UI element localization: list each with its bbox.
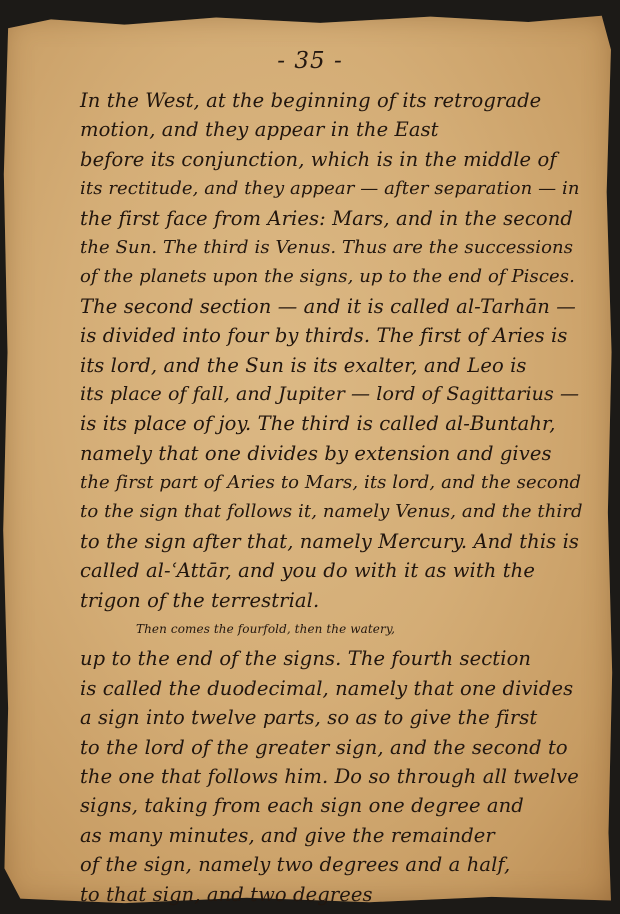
text-line: before its conjunction, which is in the middle of [80,147,557,171]
page-number: - 35 - [277,48,343,74]
handwritten-text-body [80,86,585,909]
text-line: In the West, at the beginning of its retrograde [80,89,542,112]
text-line: of the planets upon the signs, up to the end of Pisces. [80,266,575,288]
text-line: the first face from Aries: Mars, and in the second [80,206,573,230]
text-line: to the sign that follows it, namely Venus, and the third [80,501,583,523]
text-line: signs, taking from each sign one degree and [80,794,524,818]
text-line: the first part of Aries to Mars, its lord, and the second [80,472,582,494]
text-line: namely that one divides by extension and gives [80,441,552,465]
text-line: a sign into twelve parts, so as to give the first [80,706,538,730]
text-line: Then comes the fourfold, then the watery, [136,622,396,637]
text-line: its rectitude, and they appear — after separation — in [80,178,580,200]
text-line: up to the end of the signs. The fourth section [80,647,532,671]
text-line: The second section — and it is called al-Tarhān — [80,294,576,318]
text-line: its lord, and the Sun is its exalter, and Leo is [80,353,527,377]
text-line: motion, and they appear in the East [80,118,439,142]
text-line: is its place of joy. The third is called al-Buntahr, [80,412,556,436]
text-line: to the sign after that, namely Mercury. And this is [80,529,580,553]
text-line: to the lord of the greater sign, and the second to [80,735,568,759]
text-line: is called the duodecimal, namely that one divides [80,676,574,700]
text-line: the one that follows him. Do so through all twelve [80,764,579,788]
text-line: of the sign, namely two degrees and a half, [80,853,511,877]
text-line: as many minutes, and give the remainder [80,823,495,847]
text-line: called al-ʿAttār, and you do with it as with the [80,559,535,583]
text-line: trigon of the terrestrial. [80,588,320,612]
text-line: is divided into four by thirds. The first of Aries is [80,324,568,348]
text-line: to that sign, and two degrees [80,882,373,906]
text-line: its place of fall, and Jupiter — lord of Sagittarius — [80,382,580,405]
text-line: the Sun. The third is Venus. Thus are the successions [80,236,574,258]
